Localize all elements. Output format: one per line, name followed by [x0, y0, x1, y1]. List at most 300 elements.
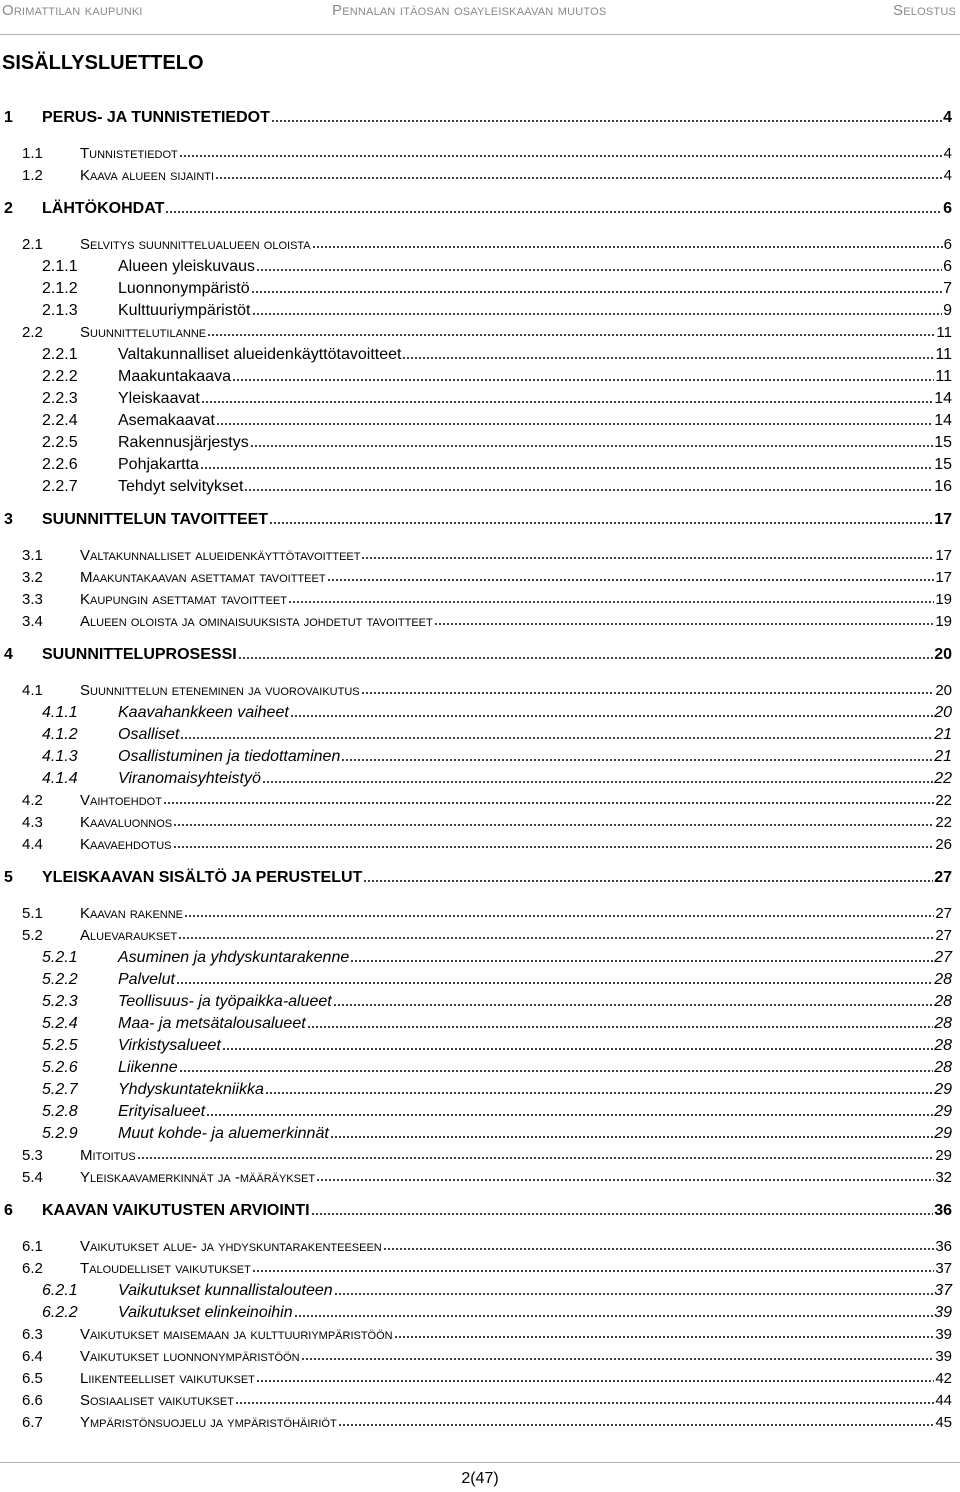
- toc-entry-title: Erityisalueet: [118, 1103, 206, 1120]
- toc-leader-dots: [179, 146, 943, 158]
- toc-leader-dots: [256, 260, 942, 272]
- toc-entry-body: [80, 547, 952, 564]
- toc-entry[interactable]: [0, 569, 956, 591]
- toc-entry-page: 4: [943, 109, 952, 126]
- toc-leader-dots: [235, 1393, 934, 1405]
- toc-leader-dots: [333, 995, 933, 1007]
- toc-leader-dots: [137, 1148, 935, 1160]
- toc-entry-body: [42, 869, 952, 887]
- toc-entry-title: Mitoitus: [80, 1147, 136, 1164]
- toc-entry-number: 4.3: [22, 814, 43, 831]
- toc-entry-body: [118, 258, 952, 276]
- toc-entry-page: 6: [943, 258, 952, 275]
- toc-entry[interactable]: [0, 949, 956, 971]
- toc-entry-body: [80, 236, 952, 253]
- toc-entry[interactable]: [0, 109, 956, 131]
- toc-entry-number: 2.2: [22, 324, 43, 341]
- toc-entry-page: 29: [934, 1103, 952, 1120]
- toc-entry-page: 28: [934, 1059, 952, 1076]
- toc-entry-page: 4: [943, 167, 952, 184]
- toc-entry-body: [118, 748, 952, 766]
- toc-leader-dots: [269, 513, 933, 525]
- toc-entry[interactable]: [0, 726, 956, 748]
- toc-entry-body: [42, 646, 952, 664]
- toc-entry-page: 28: [934, 993, 952, 1010]
- toc-entry-body: [118, 1304, 952, 1322]
- toc-entry-body: [118, 368, 952, 386]
- toc-entry-page: 20: [934, 704, 952, 721]
- toc-entry-body: [42, 200, 952, 218]
- toc-entry-number: 2.2.7: [42, 478, 78, 495]
- toc-entry-title: Aluevaraukset: [80, 927, 178, 944]
- toc-entry-number: 4.1: [22, 682, 43, 699]
- toc-entry-title: Valtakunnalliset alueidenkäyttötavoitteet: [118, 346, 402, 363]
- toc-entry-body: [42, 1202, 952, 1220]
- toc-entry[interactable]: [0, 456, 956, 478]
- toc-entry-number: 4: [4, 646, 13, 663]
- header-document-type: Selostus: [893, 2, 956, 19]
- toc-entry-number: 3.1: [22, 547, 43, 564]
- toc-entry-title: KAAVAN VAIKUTUSTEN ARVIOINTI: [42, 1202, 310, 1219]
- toc-entry-number: 2.1.3: [42, 302, 78, 319]
- toc-leader-dots: [434, 614, 935, 626]
- toc-entry[interactable]: [0, 682, 956, 704]
- toc-entry-number: 5.2.8: [42, 1103, 78, 1120]
- toc-entry-number: 5.2.5: [42, 1037, 78, 1054]
- toc-entry[interactable]: [0, 1414, 956, 1436]
- toc-entry-page: 20: [935, 682, 952, 699]
- toc-entry-body: [118, 434, 952, 452]
- toc-entry-title: Virkistysalueet: [118, 1037, 221, 1054]
- toc-entry-title: Luonnonympäristö: [118, 280, 250, 297]
- toc-entry[interactable]: [0, 511, 956, 533]
- toc-entry[interactable]: [0, 646, 956, 668]
- toc-entry[interactable]: [0, 1260, 956, 1282]
- toc-entry-body: [80, 167, 952, 184]
- toc-entry-title: Yhdyskuntatekniikka: [118, 1081, 264, 1098]
- toc-entry-page: 17: [935, 569, 952, 586]
- toc-leader-dots: [216, 414, 933, 426]
- toc-leader-dots: [252, 304, 943, 316]
- toc-entry[interactable]: [0, 613, 956, 635]
- toc-entry[interactable]: [0, 814, 956, 836]
- toc-entry[interactable]: [0, 236, 956, 258]
- toc-entry[interactable]: [0, 258, 956, 280]
- toc-entry[interactable]: [0, 748, 956, 770]
- toc-entry-title: Teollisuus- ja työpaikka-alueet: [118, 993, 332, 1010]
- toc-leader-dots: [250, 436, 933, 448]
- toc-entry-title: Viranomaisyhteistyö: [118, 770, 261, 787]
- toc-entry-body: [118, 993, 952, 1011]
- toc-entry-page: 22: [935, 792, 952, 809]
- toc-leader-dots: [361, 548, 934, 560]
- toc-entry-number: 2.1: [22, 236, 43, 253]
- toc-leader-dots: [252, 1261, 934, 1273]
- toc-leader-dots: [271, 111, 942, 123]
- toc-entry-body: [118, 302, 952, 320]
- toc-entry-title: Valtakunnalliset alueidenkäyttötavoitteet: [80, 547, 361, 564]
- toc-entry-number: 1: [4, 109, 13, 126]
- toc-entry-title: Kaavahankkeen vaiheet: [118, 704, 289, 721]
- toc-leader-dots: [311, 1204, 934, 1216]
- toc-entry-title: Vaikutukset alue- ja yhdyskuntarakenteeseen: [80, 1238, 382, 1255]
- toc-entry[interactable]: [0, 1147, 956, 1169]
- toc-leader-dots: [179, 1061, 934, 1073]
- toc-leader-dots: [206, 1105, 933, 1117]
- toc-entry-body: [80, 1392, 952, 1409]
- toc-leader-dots: [232, 370, 934, 382]
- toc-entry-page: 29: [935, 1147, 952, 1164]
- toc-entry-page: 37: [934, 1282, 952, 1299]
- toc-entry-page: 19: [935, 591, 952, 608]
- toc-entry-title: PERUS- JA TUNNISTETIEDOT: [42, 109, 270, 126]
- toc-entry-page: 14: [934, 390, 952, 407]
- toc-entry[interactable]: [0, 792, 956, 814]
- toc-entry-number: 6.1: [22, 1238, 43, 1255]
- toc-entry-page: 15: [934, 456, 952, 473]
- toc-entry[interactable]: [0, 1125, 956, 1147]
- toc-entry-number: 5.2: [22, 927, 43, 944]
- toc-leader-dots: [294, 1306, 934, 1318]
- toc-entry-page: 27: [935, 905, 952, 922]
- toc-leader-dots: [256, 1371, 934, 1383]
- toc-entry-body: [80, 1414, 952, 1431]
- toc-entry-number: 1.2: [22, 167, 43, 184]
- toc-entry-body: [80, 145, 952, 162]
- toc-entry-body: [118, 1081, 952, 1099]
- toc-entry-title: Vaihtoehdot: [80, 792, 162, 809]
- toc-leader-dots: [178, 928, 934, 940]
- toc-entry[interactable]: [0, 167, 956, 189]
- toc-entry-body: [118, 478, 952, 496]
- toc-entry[interactable]: [0, 478, 956, 500]
- toc-entry-body: [118, 412, 952, 430]
- toc-entry-number: 5: [4, 869, 13, 886]
- toc-entry-page: 14: [934, 412, 952, 429]
- toc-leader-dots: [215, 168, 943, 180]
- toc-entry-page: 11: [935, 346, 952, 363]
- toc-entry[interactable]: [0, 993, 956, 1015]
- toc-entry-number: 6.6: [22, 1392, 43, 1409]
- toc-entry-number: 6.2.2: [42, 1304, 78, 1321]
- toc-entry-number: 2.2.4: [42, 412, 78, 429]
- toc-entry-title: Kulttuuriympäristöt: [118, 302, 251, 319]
- toc-entry-page: 39: [935, 1348, 952, 1365]
- toc-leader-dots: [327, 570, 935, 582]
- toc-entry[interactable]: [0, 412, 956, 434]
- toc-entry-title: Sosiaaliset vaikutukset: [80, 1392, 234, 1409]
- toc-entry-page: 16: [934, 478, 952, 495]
- toc-entry[interactable]: [0, 869, 956, 891]
- toc-entry[interactable]: [0, 770, 956, 792]
- toc-leader-dots: [176, 973, 933, 985]
- toc-entry-number: 6.4: [22, 1348, 43, 1365]
- toc-entry-number: 4.1.2: [42, 726, 78, 743]
- toc-entry-title: Kaupungin asettamat tavoitteet: [80, 591, 287, 608]
- toc-entry-body: [118, 456, 952, 474]
- toc-entry-page: 20: [934, 646, 952, 663]
- toc-leader-dots: [238, 648, 934, 660]
- toc-entry-page: 7: [943, 280, 952, 297]
- toc-entry-page: 28: [934, 1015, 952, 1032]
- toc-entry-title: YLEISKAAVAN SISÄLTÖ JA PERUSTELUT: [42, 869, 363, 886]
- toc-entry-title: Liikenne: [118, 1059, 178, 1076]
- toc-entry-title: Vaikutukset elinkeinoihin: [118, 1304, 293, 1321]
- toc-entry-title: Suunnittelutilanne: [80, 324, 207, 341]
- toc-entry-number: 2.1.1: [42, 258, 78, 275]
- toc-entry-number: 6: [4, 1202, 13, 1219]
- toc-entry-number: 2.2.3: [42, 390, 78, 407]
- toc-entry-body: [80, 569, 952, 586]
- toc-entry[interactable]: [0, 390, 956, 412]
- toc-entry[interactable]: [0, 927, 956, 949]
- toc-leader-dots: [316, 1170, 934, 1182]
- toc-entry-body: [118, 1037, 952, 1055]
- toc-entry-body: [80, 1260, 952, 1277]
- toc-entry-body: [80, 613, 952, 630]
- toc-entry[interactable]: [0, 905, 956, 927]
- toc-entry-number: 5.2.3: [42, 993, 78, 1010]
- toc-leader-dots: [207, 325, 935, 337]
- toc-entry-title: Asemakaavat: [118, 412, 215, 429]
- toc-entry-body: [118, 1015, 952, 1033]
- footer-divider: [0, 1462, 960, 1463]
- toc-entry-page: 29: [934, 1081, 952, 1098]
- toc-entry-number: 1.1: [22, 145, 43, 162]
- toc-leader-dots: [222, 1039, 933, 1051]
- toc-entry-title: Liikenteelliset vaikutukset: [80, 1370, 255, 1387]
- toc-entry-number: 6.3: [22, 1326, 43, 1343]
- toc-entry-number: 3.2: [22, 569, 43, 586]
- toc-leader-dots: [363, 871, 933, 883]
- toc-leader-dots: [394, 1327, 935, 1339]
- toc-entry-body: [118, 390, 952, 408]
- toc-entry[interactable]: [0, 1103, 956, 1125]
- toc-entry[interactable]: [0, 591, 956, 613]
- toc-entry-body: [42, 511, 952, 529]
- toc-entry-title: Maa- ja metsätalousalueet: [118, 1015, 306, 1032]
- toc-entry-page: 29: [934, 1125, 952, 1142]
- toc-leader-dots: [173, 815, 934, 827]
- toc-entry-number: 5.2.9: [42, 1125, 78, 1142]
- toc-entry-body: [80, 814, 952, 831]
- toc-entry-number: 2.1.2: [42, 280, 78, 297]
- toc-entry-body: [80, 1348, 952, 1365]
- toc-entry-title: Selvitys suunnittelualueen oloista: [80, 236, 311, 253]
- toc-entry-title: Kaavaluonnos: [80, 814, 173, 831]
- toc-entry-body: [118, 1059, 952, 1077]
- toc-leader-dots: [307, 1017, 934, 1029]
- toc-entry[interactable]: [0, 368, 956, 390]
- toc-entry-title: Muut kohde- ja aluemerkinnät: [118, 1125, 329, 1142]
- toc-entry-title: Pohjakartta: [118, 456, 199, 473]
- toc-entry-page: 39: [934, 1304, 952, 1321]
- toc-leader-dots: [262, 772, 933, 784]
- toc-entry-body: [80, 836, 952, 853]
- toc-entry-title: Tunnistetiedot: [80, 145, 178, 162]
- toc-entry-page: 32: [935, 1169, 952, 1186]
- toc-entry-number: 4.4: [22, 836, 43, 853]
- toc-entry[interactable]: [0, 704, 956, 726]
- header-divider: [0, 34, 960, 35]
- toc-entry-body: [80, 927, 952, 944]
- toc-entry-page: 22: [935, 814, 952, 831]
- toc-entry-number: 5.2.4: [42, 1015, 78, 1032]
- toc-entry-title: Tehdyt selvitykset: [118, 478, 244, 495]
- toc-leader-dots: [334, 1284, 934, 1296]
- toc-entry-number: 5.2.1: [42, 949, 78, 966]
- toc-entry[interactable]: [0, 1015, 956, 1037]
- toc-entry-page: 36: [934, 1202, 952, 1219]
- toc-entry-title: SUUNNITTELUN TAVOITTEET: [42, 511, 269, 528]
- toc-entry-title: Alueen yleiskuvaus: [118, 258, 255, 275]
- toc-entry-number: 4.1.4: [42, 770, 78, 787]
- toc-entry-title: Osalliset: [118, 726, 180, 743]
- toc-entry-body: [80, 1169, 952, 1186]
- toc-leader-dots: [301, 1349, 935, 1361]
- toc-entry-page: 36: [935, 1238, 952, 1255]
- toc-entry-body: [80, 1147, 952, 1164]
- toc-entry-number: 6.7: [22, 1414, 43, 1431]
- toc-entry-number: 2: [4, 200, 13, 217]
- toc-entry[interactable]: [0, 1238, 956, 1260]
- toc-entry-number: 2.2.2: [42, 368, 78, 385]
- toc-entry-body: [80, 1370, 952, 1387]
- toc-entry[interactable]: [0, 434, 956, 456]
- toc-entry[interactable]: [0, 346, 956, 368]
- toc-leader-dots: [402, 348, 934, 360]
- toc-entry-body: [118, 346, 952, 364]
- toc-entry-title: Maakuntakaava: [118, 368, 231, 385]
- toc-entry-page: 4: [943, 145, 952, 162]
- toc-entry-body: [118, 949, 952, 967]
- toc-entry-title: LÄHTÖKOHDAT: [42, 200, 165, 217]
- toc-entry[interactable]: [0, 1081, 956, 1103]
- toc-leader-dots: [290, 706, 933, 718]
- toc-entry-body: [118, 704, 952, 722]
- toc-entry-page: 28: [934, 1037, 952, 1054]
- toc-entry[interactable]: [0, 836, 956, 858]
- toc-entry-title: Asuminen ja yhdyskuntarakenne: [118, 949, 350, 966]
- toc-entry-body: [118, 280, 952, 298]
- toc-entry-page: 21: [934, 748, 952, 765]
- toc-leader-dots: [184, 906, 934, 918]
- toc-entry-body: [42, 109, 952, 127]
- toc-entry-title: Rakennusjärjestys: [118, 434, 249, 451]
- toc-entry-body: [118, 770, 952, 788]
- page-header: [0, 0, 960, 30]
- toc-entry[interactable]: [0, 971, 956, 993]
- toc-entry[interactable]: [0, 1059, 956, 1081]
- toc-entry-number: 5.3: [22, 1147, 43, 1164]
- toc-entry-title: SUUNNITTELUPROSESSI: [42, 646, 237, 663]
- toc-entry-page: 42: [935, 1370, 952, 1387]
- toc-entry-page: 39: [935, 1326, 952, 1343]
- toc-entry[interactable]: [0, 280, 956, 302]
- toc-entry-body: [80, 1326, 952, 1343]
- toc-leader-dots: [200, 458, 933, 470]
- toc-leader-dots: [173, 837, 935, 849]
- toc-entry-page: 27: [934, 949, 952, 966]
- toc-entry-page: 17: [934, 511, 952, 528]
- toc-entry[interactable]: [0, 302, 956, 324]
- toc-entry-number: 5.4: [22, 1169, 43, 1186]
- toc-entry[interactable]: [0, 547, 956, 569]
- toc-entry[interactable]: [0, 1282, 956, 1304]
- toc-entry-page: 21: [934, 726, 952, 743]
- toc-entry-body: [118, 1282, 952, 1300]
- toc-entry[interactable]: [0, 200, 956, 222]
- toc-entry-body: [118, 1103, 952, 1121]
- toc-entry-body: [80, 905, 952, 922]
- toc-leader-dots: [163, 793, 934, 805]
- toc-entry-body: [118, 1125, 952, 1143]
- toc-entry[interactable]: [0, 1202, 956, 1224]
- toc-leader-dots: [330, 1127, 933, 1139]
- toc-entry-title: Yleiskaavat: [118, 390, 200, 407]
- toc-entry-title: Taloudelliset vaikutukset: [80, 1260, 251, 1277]
- header-document-title: Pennalan itäosan osayleiskaavan muutos: [332, 2, 607, 19]
- toc-entry-title: Kaavaehdotus: [80, 836, 172, 853]
- toc-entry[interactable]: [0, 1348, 956, 1370]
- toc-entry-page: 9: [943, 302, 952, 319]
- toc-entry[interactable]: [0, 1326, 956, 1348]
- toc-entry[interactable]: [0, 1169, 956, 1191]
- toc-entry-body: [118, 971, 952, 989]
- toc-entry-number: 6.2: [22, 1260, 43, 1277]
- toc-entry-number: 5.1: [22, 905, 43, 922]
- toc-entry-title: Ympäristönsuojelu ja ympäristöhäiriöt: [80, 1414, 337, 1431]
- toc-entry-number: 4.2: [22, 792, 43, 809]
- toc-entry-number: 5.2.7: [42, 1081, 78, 1098]
- toc-entry-page: 6: [943, 236, 952, 253]
- toc-entry-title: Kaava alueen sijainti: [80, 167, 215, 184]
- toc-entry-title: Maakuntakaavan asettamat tavoitteet: [80, 569, 326, 586]
- toc-entry-page: 37: [935, 1260, 952, 1277]
- toc-entry-number: 4.1.1: [42, 704, 78, 721]
- toc-entry-page: 22: [934, 770, 952, 787]
- toc-entry-number: 6.5: [22, 1370, 43, 1387]
- toc-entry[interactable]: [0, 145, 956, 167]
- toc-leader-dots: [165, 202, 942, 214]
- toc-entry[interactable]: [0, 324, 956, 346]
- toc-entry[interactable]: [0, 1392, 956, 1414]
- toc-entry-number: 6.2.1: [42, 1282, 78, 1299]
- toc-leader-dots: [361, 683, 935, 695]
- toc-entry-body: [118, 726, 952, 744]
- toc-entry-title: Vaikutukset kunnallistalouteen: [118, 1282, 333, 1299]
- toc-leader-dots: [265, 1083, 933, 1095]
- toc-entry[interactable]: [0, 1370, 956, 1392]
- toc-entry-body: [80, 1238, 952, 1255]
- toc-entry-number: 3.3: [22, 591, 43, 608]
- toc-entry[interactable]: [0, 1304, 956, 1326]
- toc-entry-page: 28: [934, 971, 952, 988]
- toc-entry-number: 3: [4, 511, 13, 528]
- toc-entry[interactable]: [0, 1037, 956, 1059]
- toc-entry-number: 3.4: [22, 613, 43, 630]
- toc-leader-dots: [312, 237, 943, 249]
- toc-leader-dots: [288, 592, 934, 604]
- toc-entry-number: 5.2.2: [42, 971, 78, 988]
- toc-entry-title: Alueen oloista ja ominaisuuksista johdetut tavoitteet: [80, 613, 433, 630]
- toc-leader-dots: [350, 951, 933, 963]
- toc-entry-body: [80, 792, 952, 809]
- toc-leader-dots: [180, 728, 933, 740]
- toc-entry-title: Kaavan rakenne: [80, 905, 184, 922]
- toc-entry-number: 2.2.6: [42, 456, 78, 473]
- toc-entry-page: 15: [934, 434, 952, 451]
